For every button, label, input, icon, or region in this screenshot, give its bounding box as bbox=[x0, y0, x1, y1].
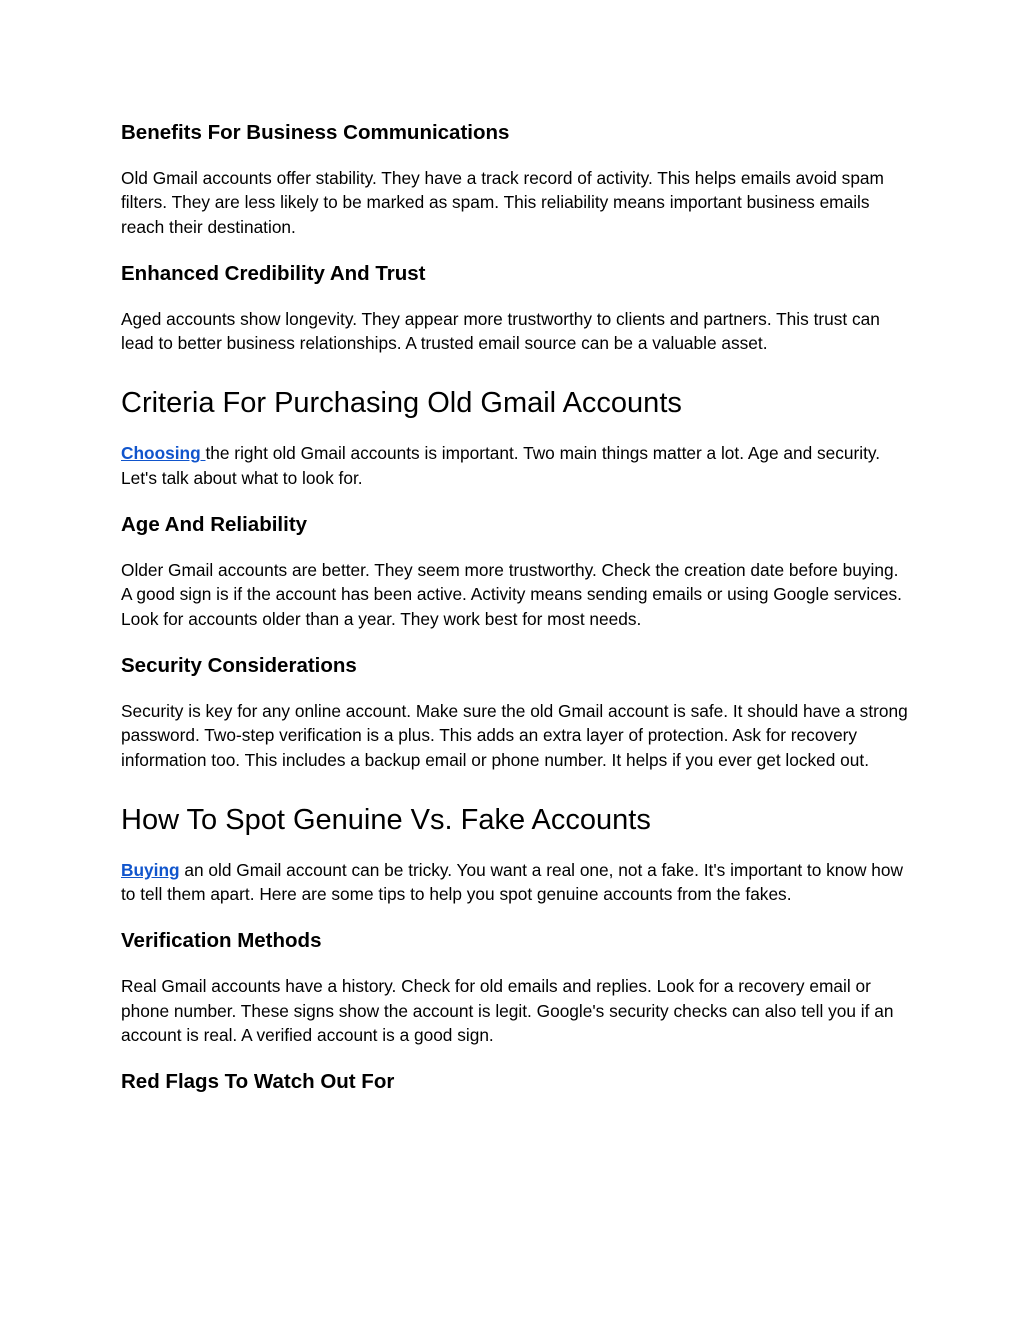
paragraph-spot-genuine bbox=[121, 858, 911, 907]
paragraph-verification: Real Gmail accounts have a history. Check for old emails and replies. Look for a recovery email or phone number. These signs show the account is legit. Google's security checks can also tell you if an account is real. A verified account is a good sign. bbox=[121, 976, 894, 1046]
heading-verification: Verification Methods bbox=[121, 929, 322, 953]
heading-benefits: Benefits For Business Communications bbox=[121, 121, 510, 144]
paragraph-security: Security is key for any online account. Make sure the old Gmail account is safe. It should have a strong password. Two-step verification is a plus. This adds an extra layer of protection. Ask for recovery information too. This includes a backup email or phone number. It helps if you ever get locked out. bbox=[121, 700, 908, 770]
heading-credibility: Enhanced Credibility And Trust bbox=[121, 261, 426, 285]
heading-red-flags: Red Flags To Watch Out For bbox=[121, 1070, 395, 1094]
paragraph-criteria-text: the right old Gmail accounts is important. Two main things matter a lot. Age and security. Let's talk about what to look for. bbox=[121, 443, 881, 488]
heading-age-reliability: Age And Reliability bbox=[121, 513, 308, 537]
paragraph-spot-text: an old Gmail account can be tricky. You want a real one, not a fake. It's important to know how to tell them apart. Here are some tips to help you spot genuine accounts from the fakes. bbox=[121, 859, 903, 905]
choosing-link[interactable]: Choosing bbox=[121, 443, 206, 464]
paragraph-criteria bbox=[121, 441, 911, 490]
heading-spot-genuine: How To Spot Genuine Vs. Fake Accounts bbox=[121, 803, 651, 836]
document-page bbox=[121, 120, 911, 1095]
buying-link[interactable]: Buying bbox=[121, 859, 180, 880]
paragraph-age-reliability: Older Gmail accounts are better. They seem more trustworthy. Check the creation date before buying. A good sign is if the account has been active. Activity means sending emails or using Google services. Look for accounts older than a year. They work best for most needs. bbox=[121, 560, 902, 629]
paragraph-benefits: Old Gmail accounts offer stability. They have a track record of activity. This helps emails avoid spam filters. They are less likely to be marked as spam. This reliability means important business emails reach their destination. bbox=[121, 168, 884, 237]
heading-criteria: Criteria For Purchasing Old Gmail Accounts bbox=[121, 387, 682, 420]
paragraph-credibility: Aged accounts show longevity. They appear more trustworthy to clients and partners. This trust can lead to better business relationships. A trusted email source can be a valuable asset. bbox=[121, 308, 880, 354]
heading-security: Security Considerations bbox=[121, 653, 357, 677]
